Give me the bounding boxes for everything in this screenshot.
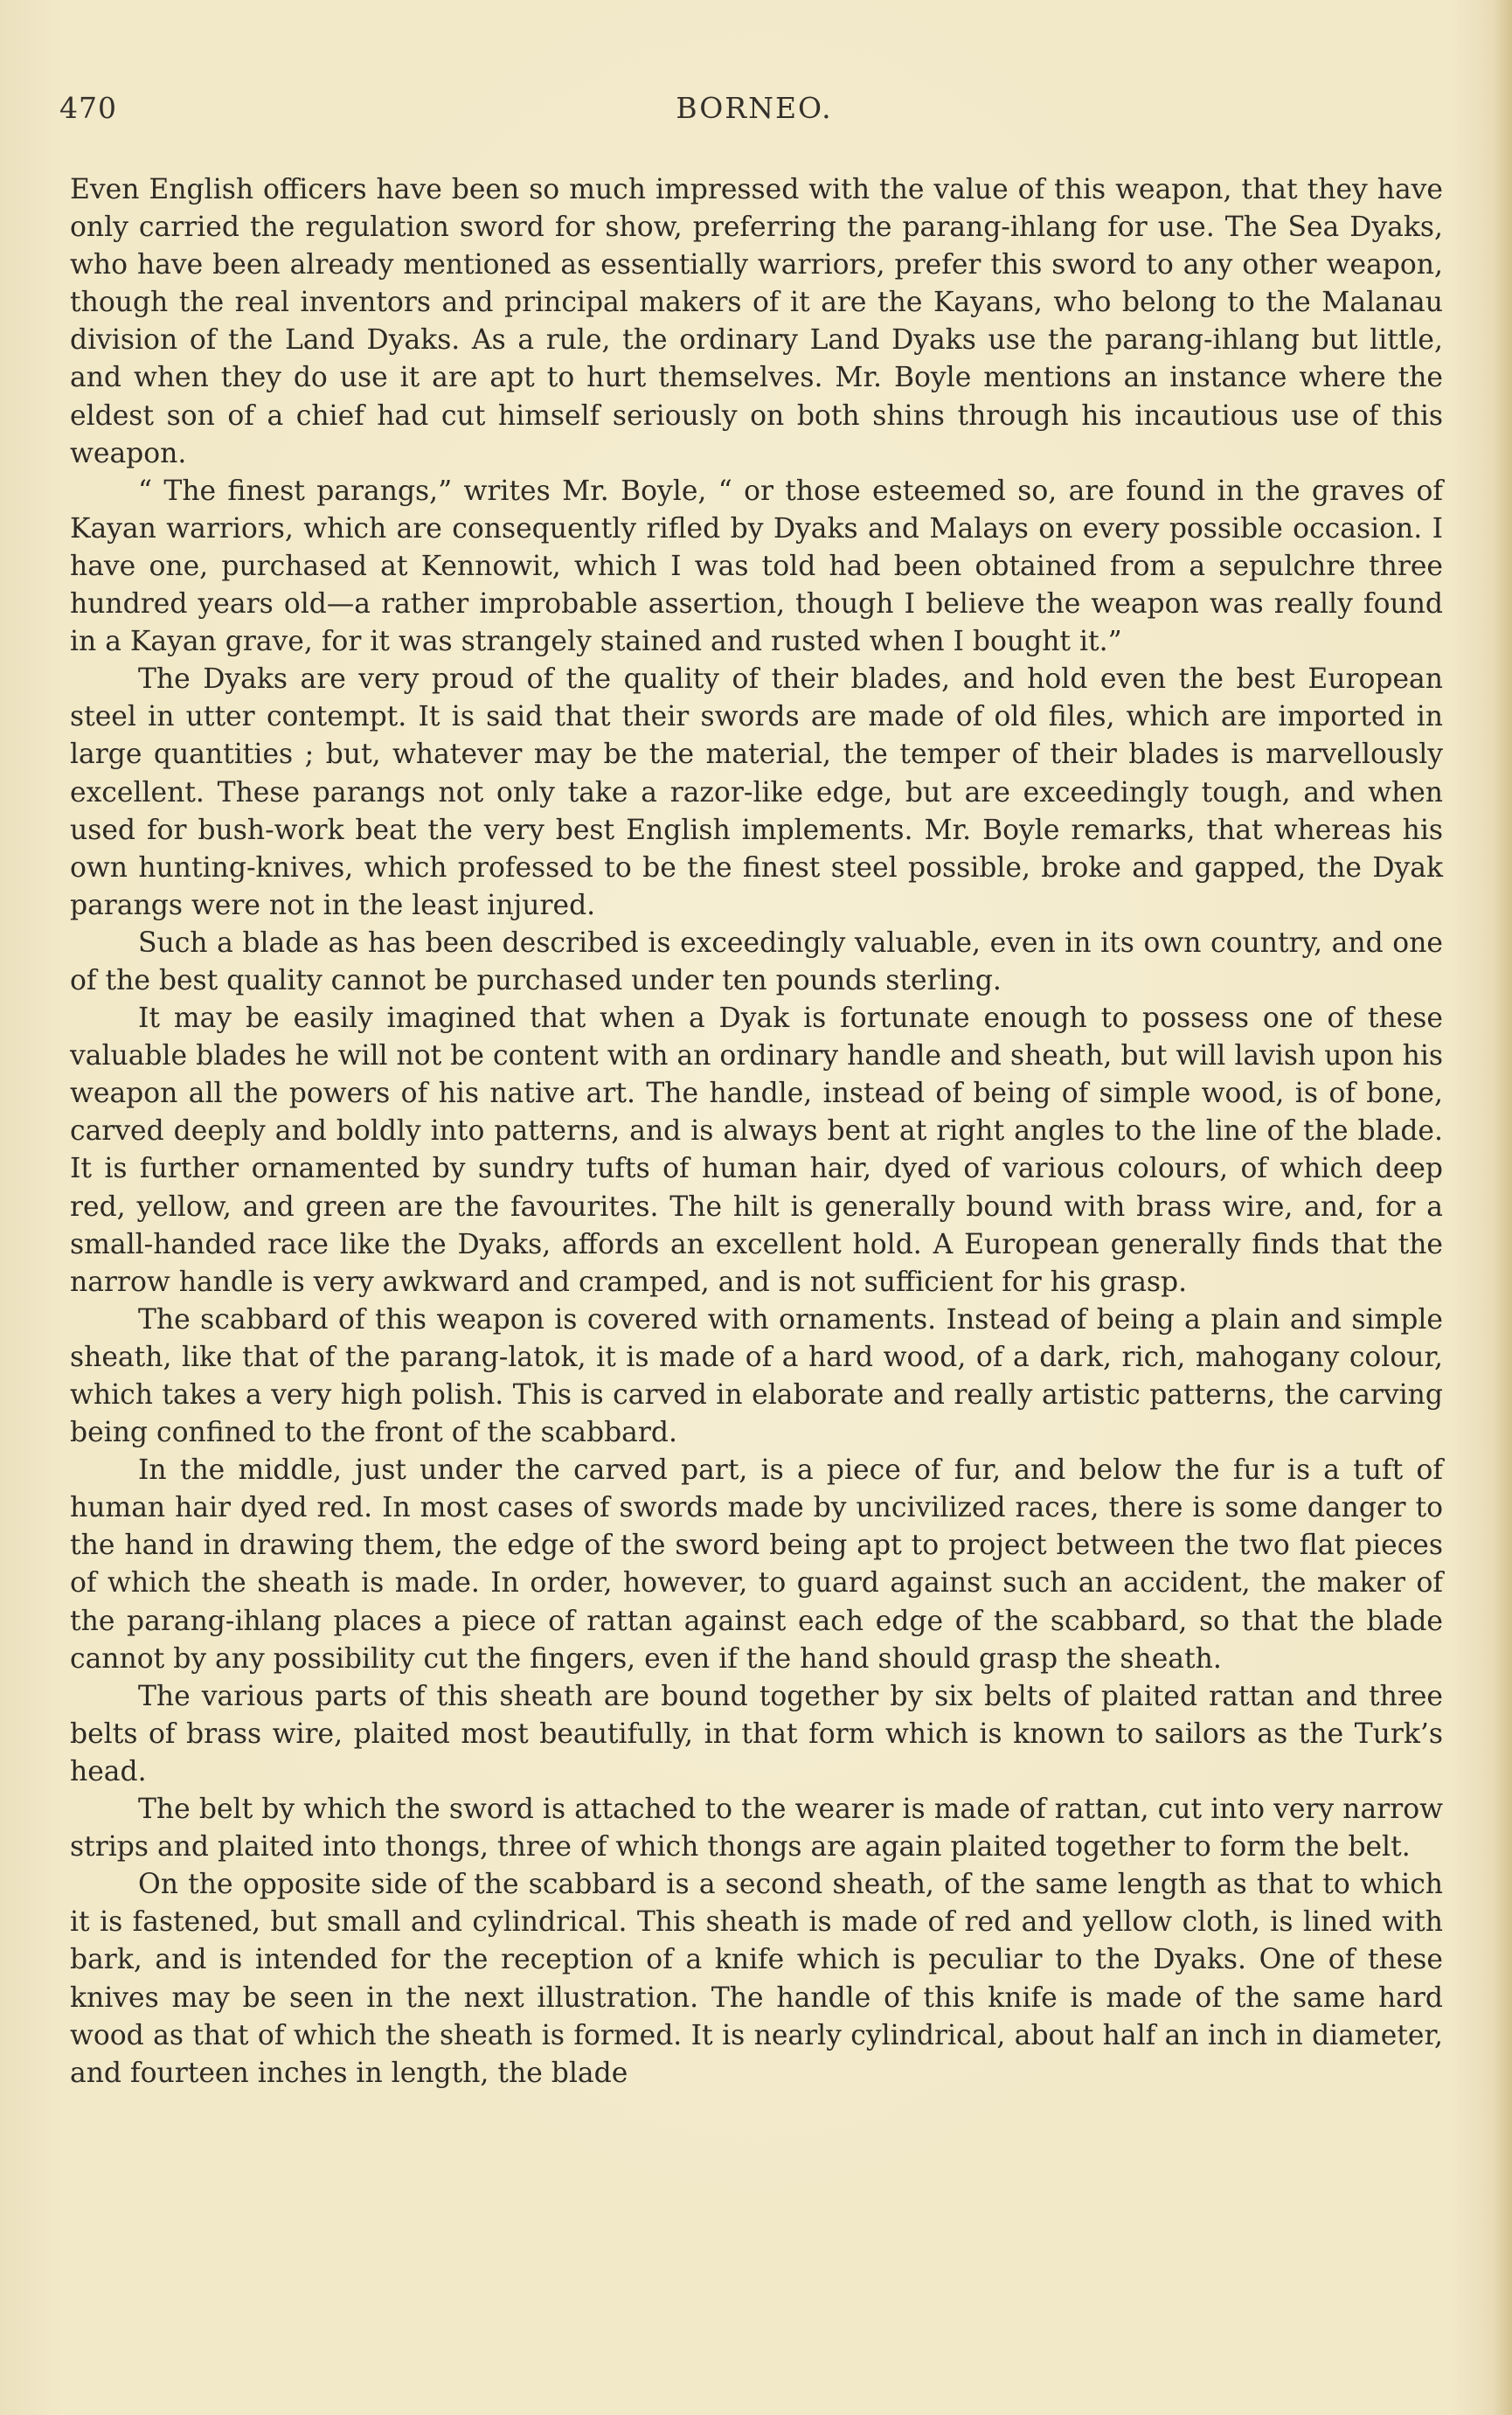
running-title: BORNEO.: [676, 91, 833, 125]
paragraph: The belt by which the sword is attached to the wearer is made of rattan, cut into very narrow strips and plaited into thongs, three of which thongs are again plaited together to form the belt.: [70, 1794, 1443, 1863]
body-text: [70, 171, 1443, 2092]
paragraph: The Dyaks are very proud of the quality of their blades, and hold even the best European steel in utter contempt. It is said that their swords are made of old files, which are imported in large quantities ; but, whatever may be the material, the temper of their blades is marvellously excellent. These parangs not only take a razor-like edge, but are exceedingly tough, and when used for bush-work beat the very best English implements. Mr. Boyle remarks, that whereas his own hunting-knives, which professed to be the finest steel possible, broke and gapped, the Dyak parangs were not in the least injured.: [70, 663, 1443, 921]
running-head: [59, 91, 1449, 129]
paragraph: In the middle, just under the carved part, is a piece of fur, and below the fur is a tuft of human hair dyed red. In most cases of swords made by uncivilized races, there is some danger to the hand in drawing them, the edge of the sword being apt to project between the two flat pieces of which the sheath is made. In order, however, to guard against such an accident, the maker of the parang-ihlang places a piece of rattan against each edge of the scabbard, so that the blade cannot by any possibility cut the fingers, even if the hand should grasp the sheath.: [70, 1454, 1443, 1675]
paragraph: Even English officers have been so much impressed with the value of this weapon, that they have only carried the regulation sword for show, preferring the parang-ihlang for use. The Sea Dyaks, who have been already mentioned as essentially warriors, prefer this sword to any other weapon, though the real inventors and principal makers of it are the Kayans, who belong to the Malanau division of the Land Dyaks. As a rule, the ordinary Land Dyaks use the parang-ihlang but little, and when they do use it are apt to hurt themselves. Mr. Boyle mentions an instance where the eldest son of a chief had cut himself seriously on both shins through his incautious use of this weapon.: [70, 174, 1443, 469]
page-number: 470: [59, 91, 117, 125]
paragraph: The various parts of this sheath are bound together by six belts of plaited rattan and three belts of brass wire, plaited most beautifully, in that form which is known to sailors as the Turk’s head.: [70, 1680, 1443, 1787]
paragraph: On the opposite side of the scabbard is a second sheath, of the same length as that to which it is fastened, but small and cylindrical. This sheath is made of red and yellow cloth, is lined with bark, and is intended for the reception of a knife which is peculiar to the Dyaks. One of these knives may be seen in the next illustration. The handle of this knife is made of the same hard wood as that of which the sheath is formed. It is nearly cylindrical, about half an inch in diameter, and fourteen inches in length, the blade: [70, 1869, 1443, 2089]
paragraph: The scabbard of this weapon is covered with ornaments. Instead of being a plain and simple sheath, like that of the parang-latok, it is made of a hard wood, of a dark, rich, mahogany colour, which takes a very high polish. This is carved in elaborate and really artistic patterns, the carving being confined to the front of the scabbard.: [70, 1303, 1443, 1449]
paragraph: “ The finest parangs,” writes Mr. Boyle, “ or those esteemed so, are found in the graves of Kayan warriors, which are consequently rifled by Dyaks and Malays on every possible occasion. I have one, purchased at Kennowit, which I was told had been obtained from a sepulchre three hundred years old—a rather improbable assertion, though I believe the weapon was really found in a Kayan grave, for it was strangely stained and rusted when I bought it.”: [70, 475, 1443, 658]
page-edge-shadow: [1493, 0, 1512, 2415]
paragraph: It may be easily imagined that when a Dyak is fortunate enough to possess one of these valuable blades he will not be content with an ordinary handle and sheath, but will lavish upon his weapon all the powers of his native art. The handle, instead of being of simple wood, is of bone, carved deeply and boldly into patterns, and is always bent at right angles to the line of the blade. It is further ornamented by sundry tufts of human hair, dyed of various colours, of which deep red, yellow, and green are the favourites. The hilt is generally bound with brass wire, and, for a small-handed race like the Dyaks, affords an excellent hold. A European generally finds that the narrow handle is very awkward and cramped, and is not sufficient for his grasp.: [70, 1003, 1443, 1298]
paragraph: Such a blade as has been described is exceedingly valuable, even in its own country, and one of the best quality cannot be purchased under ten pounds sterling.: [70, 926, 1443, 996]
